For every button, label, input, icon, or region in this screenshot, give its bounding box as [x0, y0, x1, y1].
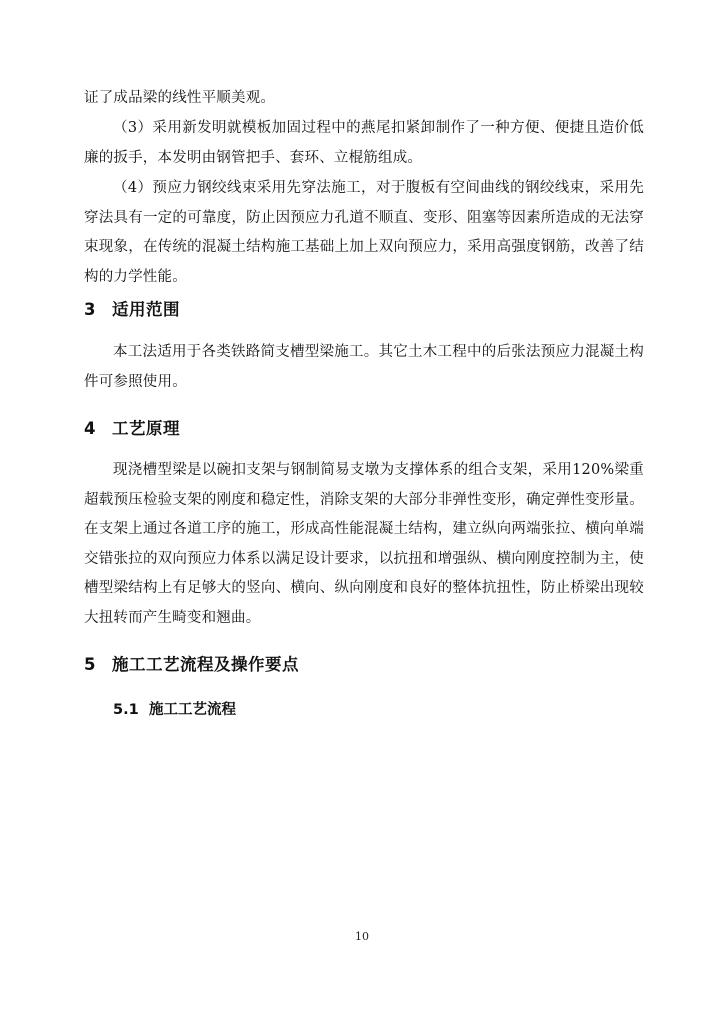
paragraph-item-3: （3）采用新发明就模板加固过程中的燕尾扣紧卸制作了一种方便、便捷且造价低廉的扳手，本发明由钢管把手、套环、立棍筋组成。 — [84, 120, 644, 166]
section-4-heading — [84, 415, 180, 439]
section-5-title: 施工工艺流程及操作要点 — [112, 655, 299, 674]
section-5-1-heading — [113, 698, 236, 719]
paragraph-item-4: （4）预应力钢绞线束采用先穿法施工，对于腹板有空间曲线的钢绞线束，采用先穿法具有一定的可靠度，防止因预应力孔道不顺直、变形、阻塞等因素所造成的无法穿束现象，在传统的混凝土结构施工基础上加上双向预应力，采用高强度钢筋，改善了结构的力学性能。 — [84, 180, 644, 285]
section-4-body: 现浇槽型梁是以碗扣支架与钢制简易支墩为支撑体系的组合支架，采用120%梁重超载预压检验支架的刚度和稳定性，消除支架的大部分非弹性变形，确定弹性变形量。在支架上通过各道工序的施工，形成高性能混凝土结构，建立纵向两端张拉、横向单端交错张拉的双向预应力体系以满足设计要求，以抗扭和增强纵、横向刚度控制为主，使槽型梁结构上有足够大的竖向、横向、纵向刚度和良好的整体抗扭性，防止桥梁出现较大扭转而产生畸变和翘曲。 — [84, 462, 644, 626]
section-4-title: 工艺原理 — [112, 419, 180, 438]
section-3-number: 3 — [84, 300, 96, 319]
section-5-heading — [84, 651, 299, 675]
paragraph-continuation: 证了成品梁的线性平顺美观。 — [84, 90, 276, 106]
section-3-title: 适用范围 — [112, 300, 180, 319]
section-4-number: 4 — [84, 419, 96, 438]
section-5-1-number: 5.1 — [113, 702, 139, 718]
section-3-body: 本工法适用于各类铁路简支槽型梁施工。其它土木工程中的后张法预应力混凝土构件可参照使用。 — [84, 344, 644, 390]
section-5-number: 5 — [84, 655, 96, 674]
section-5-1-title: 施工工艺流程 — [149, 702, 236, 718]
section-3-heading — [84, 296, 180, 320]
page-number: 10 — [355, 930, 369, 943]
